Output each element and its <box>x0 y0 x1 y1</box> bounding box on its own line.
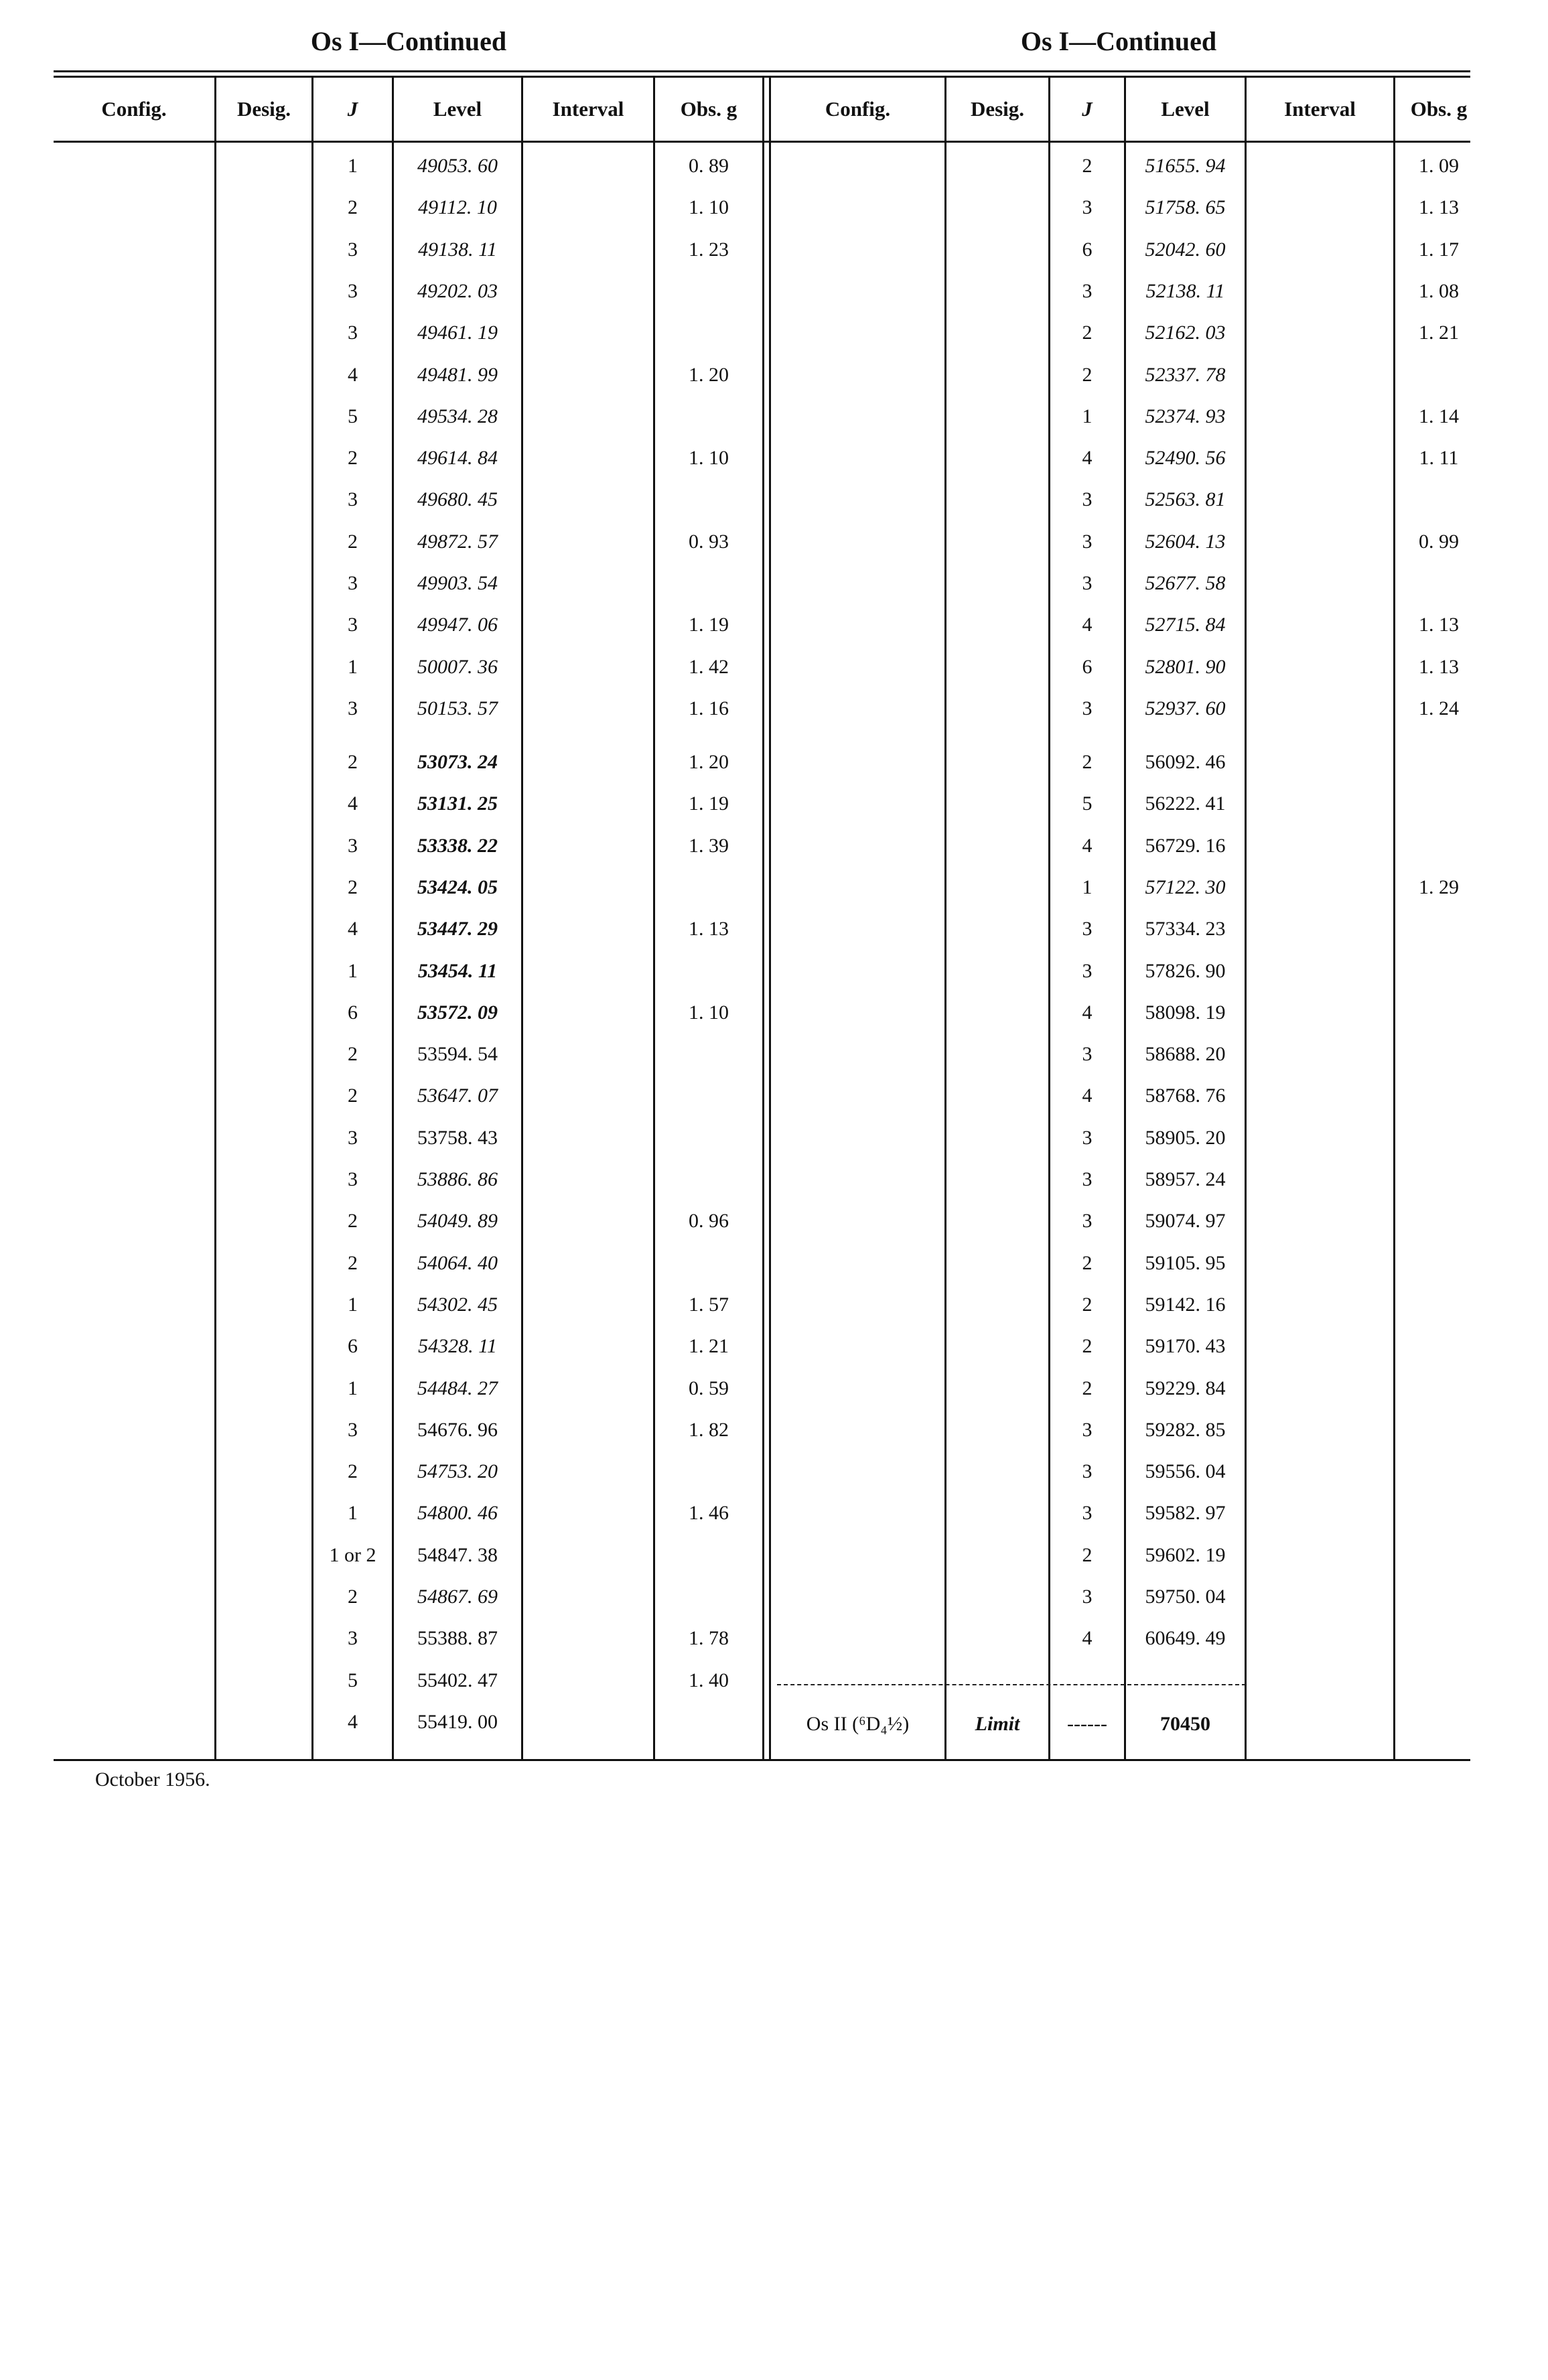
level-cell: 59074. 97 <box>1145 1210 1226 1232</box>
header-level: Level <box>433 97 482 121</box>
j-cell: 1 <box>348 960 358 982</box>
level-cell: 59602. 19 <box>1145 1544 1226 1566</box>
obs-g-cell: 1. 14 <box>1419 405 1459 427</box>
j-cell: 3 <box>348 1127 358 1149</box>
j-cell: 3 <box>1082 1210 1093 1232</box>
level-cell: 59582. 97 <box>1145 1502 1226 1524</box>
limit-config: Os II (⁶D₄½) <box>806 1713 910 1735</box>
obs-g-cell: 1. 09 <box>1419 155 1459 177</box>
header-config: Config. <box>825 97 891 121</box>
level-cell: 57826. 90 <box>1145 960 1226 982</box>
level-cell: 50153. 57 <box>417 697 498 719</box>
level-cell: 56729. 16 <box>1145 835 1226 857</box>
obs-g-cell: 1. 46 <box>689 1502 729 1524</box>
j-cell: 4 <box>348 918 358 940</box>
level-cell: 55388. 87 <box>417 1627 498 1649</box>
j-cell: 2 <box>1082 364 1093 386</box>
level-cell: 58688. 20 <box>1145 1043 1226 1065</box>
level-cell: 55402. 47 <box>417 1669 498 1691</box>
level-cell: 52374. 93 <box>1145 405 1226 427</box>
obs-g-cell: 1. 13 <box>689 918 729 940</box>
header-level: Level <box>1161 97 1210 121</box>
j-cell: 3 <box>1082 531 1093 553</box>
obs-g-cell: 1. 20 <box>689 751 729 773</box>
j-cell: 3 <box>1082 280 1093 302</box>
j-cell: 2 <box>348 1586 358 1608</box>
obs-g-cell: 0. 96 <box>689 1210 729 1232</box>
level-cell: 53073. 24 <box>417 751 498 773</box>
level-cell: 51655. 94 <box>1145 155 1226 177</box>
j-cell: 2 <box>348 531 358 553</box>
bottom-rule <box>54 1759 1470 1761</box>
left-title: Os I—Continued <box>310 26 507 56</box>
level-cell: 56222. 41 <box>1145 792 1226 815</box>
limit-j: ------ <box>1067 1713 1107 1735</box>
level-cell: 52042. 60 <box>1145 238 1226 261</box>
j-cell: 2 <box>1082 1252 1093 1274</box>
level-cell: 49614. 84 <box>417 447 498 469</box>
j-cell: 4 <box>1082 835 1093 857</box>
j-cell: 2 <box>348 447 358 469</box>
obs-g-cell: 1. 78 <box>689 1627 729 1649</box>
j-cell: 3 <box>1082 1586 1093 1608</box>
level-cell: 58957. 24 <box>1145 1168 1226 1190</box>
j-cell: 1 <box>1082 405 1093 427</box>
level-cell: 58768. 76 <box>1145 1084 1226 1107</box>
col-rule <box>521 78 523 1759</box>
j-cell: 5 <box>348 1669 358 1691</box>
j-cell: 2 <box>1082 1377 1093 1399</box>
col-rule <box>944 78 946 1759</box>
level-cell: 54328. 11 <box>418 1335 497 1357</box>
j-cell: 5 <box>1082 792 1093 815</box>
obs-g-cell: 1. 10 <box>689 447 729 469</box>
col-rule <box>214 78 216 1759</box>
j-cell: 3 <box>1082 1127 1093 1149</box>
obs-g-cell: 1. 16 <box>689 697 729 719</box>
j-cell: 3 <box>348 1419 358 1441</box>
level-cell: 53131. 25 <box>417 792 498 815</box>
obs-g-cell: 1. 11 <box>1419 447 1459 469</box>
obs-g-cell: 1. 08 <box>1419 280 1459 302</box>
j-cell: 3 <box>1082 1460 1093 1482</box>
level-cell: 59105. 95 <box>1145 1252 1226 1274</box>
level-cell: 54676. 96 <box>417 1419 498 1441</box>
level-cell: 52715. 84 <box>1145 614 1226 636</box>
j-cell: 3 <box>348 238 358 261</box>
level-cell: 49461. 19 <box>417 322 498 344</box>
j-cell: 2 <box>1082 1335 1093 1357</box>
center-rule-2 <box>769 78 771 1759</box>
obs-g-cell: 0. 99 <box>1419 531 1459 553</box>
j-cell: 1 <box>348 1502 358 1524</box>
j-cell: 1 <box>1082 876 1093 898</box>
j-cell: 6 <box>1082 656 1093 678</box>
level-cell: 49680. 45 <box>417 488 498 510</box>
level-cell: 54302. 45 <box>417 1293 498 1316</box>
obs-g-cell: 1. 82 <box>689 1419 729 1441</box>
j-cell: 4 <box>1082 447 1093 469</box>
limit-desig: Limit <box>975 1713 1020 1735</box>
j-cell: 3 <box>1082 697 1093 719</box>
level-cell: 52337. 78 <box>1145 364 1226 386</box>
j-cell: 4 <box>348 364 358 386</box>
j-cell: 5 <box>348 405 358 427</box>
j-cell: 3 <box>1082 1502 1093 1524</box>
level-cell: 53454. 11 <box>417 960 498 982</box>
j-cell: 6 <box>1082 238 1093 261</box>
top-rule-1 <box>54 70 1470 72</box>
level-cell: 59229. 84 <box>1145 1377 1226 1399</box>
j-cell: 2 <box>1082 1293 1093 1316</box>
j-cell: 4 <box>1082 1627 1093 1649</box>
obs-g-cell: 1. 40 <box>689 1669 729 1691</box>
level-cell: 59750. 04 <box>1145 1586 1226 1608</box>
limit-level: 70450 <box>1160 1713 1210 1735</box>
level-cell: 54847. 38 <box>417 1544 498 1566</box>
date-footer: October 1956. <box>95 1768 210 1791</box>
j-cell: 2 <box>348 1084 358 1107</box>
j-cell: 6 <box>348 1335 358 1357</box>
obs-g-cell: 0. 59 <box>689 1377 729 1399</box>
level-cell: 53758. 43 <box>417 1127 498 1149</box>
level-cell: 54753. 20 <box>417 1460 498 1482</box>
level-cell: 49112. 10 <box>418 196 497 218</box>
j-cell: 3 <box>1082 1419 1093 1441</box>
level-cell: 49138. 11 <box>418 238 497 261</box>
header-interval: Interval <box>552 97 624 121</box>
j-cell: 3 <box>1082 572 1093 594</box>
level-cell: 54049. 89 <box>417 1210 498 1232</box>
level-cell: 59142. 16 <box>1145 1293 1226 1316</box>
obs-g-cell: 1. 21 <box>1419 322 1459 344</box>
obs-g-cell: 1. 21 <box>689 1335 729 1357</box>
j-cell: 3 <box>1082 1043 1093 1065</box>
obs-g-cell: 1. 13 <box>1419 614 1459 636</box>
obs-g-cell: 1. 17 <box>1419 238 1459 261</box>
header-j: J <box>347 97 358 121</box>
j-cell: 3 <box>348 322 358 344</box>
j-cell: 4 <box>1082 614 1093 636</box>
level-cell: 57334. 23 <box>1145 918 1226 940</box>
obs-g-cell: 1. 13 <box>1419 656 1459 678</box>
limit-dash-rule <box>777 1684 1246 1685</box>
level-cell: 52937. 60 <box>1145 697 1226 719</box>
j-cell: 3 <box>1082 196 1093 218</box>
j-cell: 3 <box>348 572 358 594</box>
header-desig: Desig. <box>236 97 291 121</box>
j-cell: 3 <box>1082 488 1093 510</box>
level-cell: 58098. 19 <box>1145 1001 1226 1024</box>
j-cell: 3 <box>348 614 358 636</box>
j-cell: 4 <box>1082 1001 1093 1024</box>
center-rule-1 <box>762 78 764 1759</box>
j-cell: 2 <box>348 751 358 773</box>
level-cell: 53594. 54 <box>417 1043 498 1065</box>
level-cell: 54484. 27 <box>417 1377 498 1399</box>
j-cell: 2 <box>348 1252 358 1274</box>
level-cell: 54867. 69 <box>417 1586 498 1608</box>
header-obs-g: Obs. g <box>1410 97 1468 121</box>
level-cell: 59170. 43 <box>1145 1335 1226 1357</box>
j-cell: 1 <box>348 656 358 678</box>
j-cell: 3 <box>348 280 358 302</box>
j-cell: 2 <box>348 876 358 898</box>
level-cell: 52604. 13 <box>1145 531 1226 553</box>
j-cell: 1 <box>348 1377 358 1399</box>
level-cell: 53447. 29 <box>417 918 498 940</box>
j-cell: 3 <box>348 835 358 857</box>
j-cell: 1 <box>348 1293 358 1316</box>
obs-g-cell: 1. 10 <box>689 196 729 218</box>
j-cell: 6 <box>348 1001 358 1024</box>
level-cell: 49947. 06 <box>417 614 498 636</box>
j-cell: 3 <box>348 1168 358 1190</box>
j-cell: 2 <box>1082 155 1093 177</box>
level-cell: 52677. 58 <box>1145 572 1226 594</box>
obs-g-cell: 1. 20 <box>689 364 729 386</box>
level-cell: 60649. 49 <box>1145 1627 1226 1649</box>
level-cell: 59282. 85 <box>1145 1419 1226 1441</box>
header-j: J <box>1082 97 1093 121</box>
obs-g-cell: 1. 10 <box>689 1001 729 1024</box>
j-cell: 2 <box>1082 322 1093 344</box>
j-cell: 2 <box>348 1210 358 1232</box>
j-cell: 4 <box>1082 1084 1093 1107</box>
obs-g-cell: 1. 42 <box>689 656 729 678</box>
j-cell: 1 <box>348 155 358 177</box>
level-cell: 53647. 07 <box>417 1084 498 1107</box>
level-cell: 49053. 60 <box>417 155 498 177</box>
header-desig: Desig. <box>970 97 1025 121</box>
level-cell: 52801. 90 <box>1145 656 1226 678</box>
level-cell: 54800. 46 <box>417 1502 498 1524</box>
level-cell: 49202. 03 <box>417 280 498 302</box>
level-cell: 51758. 65 <box>1145 196 1226 218</box>
j-cell: 3 <box>1082 960 1093 982</box>
header-config: Config. <box>101 97 167 121</box>
level-cell: 53424. 05 <box>417 876 498 898</box>
level-cell: 53338. 22 <box>417 835 498 857</box>
j-cell: 3 <box>348 697 358 719</box>
obs-g-cell: 1. 13 <box>1419 196 1459 218</box>
level-cell: 52490. 56 <box>1145 447 1226 469</box>
j-cell: 4 <box>348 1711 358 1733</box>
level-cell: 55419. 00 <box>417 1711 498 1733</box>
level-cell: 52162. 03 <box>1145 322 1226 344</box>
obs-g-cell: 1. 23 <box>689 238 729 261</box>
header-obs-g: Obs. g <box>680 97 737 121</box>
j-cell: 3 <box>1082 1168 1093 1190</box>
level-cell: 49481. 99 <box>417 364 498 386</box>
header-interval: Interval <box>1284 97 1356 121</box>
level-cell: 50007. 36 <box>417 656 498 678</box>
obs-g-cell: 0. 93 <box>689 531 729 553</box>
obs-g-cell: 1. 57 <box>689 1293 729 1316</box>
j-cell: 3 <box>1082 918 1093 940</box>
right-title: Os I—Continued <box>1020 26 1217 56</box>
j-cell: 3 <box>348 488 358 510</box>
level-cell: 58905. 20 <box>1145 1127 1226 1149</box>
obs-g-cell: 1. 19 <box>689 792 729 815</box>
level-cell: 49903. 54 <box>417 572 498 594</box>
col-rule <box>1245 78 1247 1759</box>
level-cell: 54064. 40 <box>417 1252 498 1274</box>
j-cell: 4 <box>348 792 358 815</box>
j-cell: 2 <box>1082 751 1093 773</box>
j-cell: 2 <box>1082 1544 1093 1566</box>
level-cell: 52563. 81 <box>1145 488 1226 510</box>
level-cell: 52138. 11 <box>1145 280 1225 302</box>
level-cell: 49534. 28 <box>417 405 498 427</box>
obs-g-cell: 1. 29 <box>1419 876 1459 898</box>
obs-g-cell: 0. 89 <box>689 155 729 177</box>
j-cell: 2 <box>348 1460 358 1482</box>
j-cell: 3 <box>348 1627 358 1649</box>
level-cell: 57122. 30 <box>1145 876 1226 898</box>
level-cell: 53886. 86 <box>417 1168 498 1190</box>
j-cell: 2 <box>348 196 358 218</box>
j-cell: 2 <box>348 1043 358 1065</box>
level-cell: 49872. 57 <box>417 531 498 553</box>
obs-g-cell: 1. 24 <box>1419 697 1459 719</box>
level-cell: 56092. 46 <box>1145 751 1226 773</box>
level-cell: 59556. 04 <box>1145 1460 1226 1482</box>
obs-g-cell: 1. 19 <box>689 614 729 636</box>
level-cell: 53572. 09 <box>417 1001 498 1024</box>
j-cell: 1 or 2 <box>329 1544 376 1566</box>
obs-g-cell: 1. 39 <box>689 835 729 857</box>
